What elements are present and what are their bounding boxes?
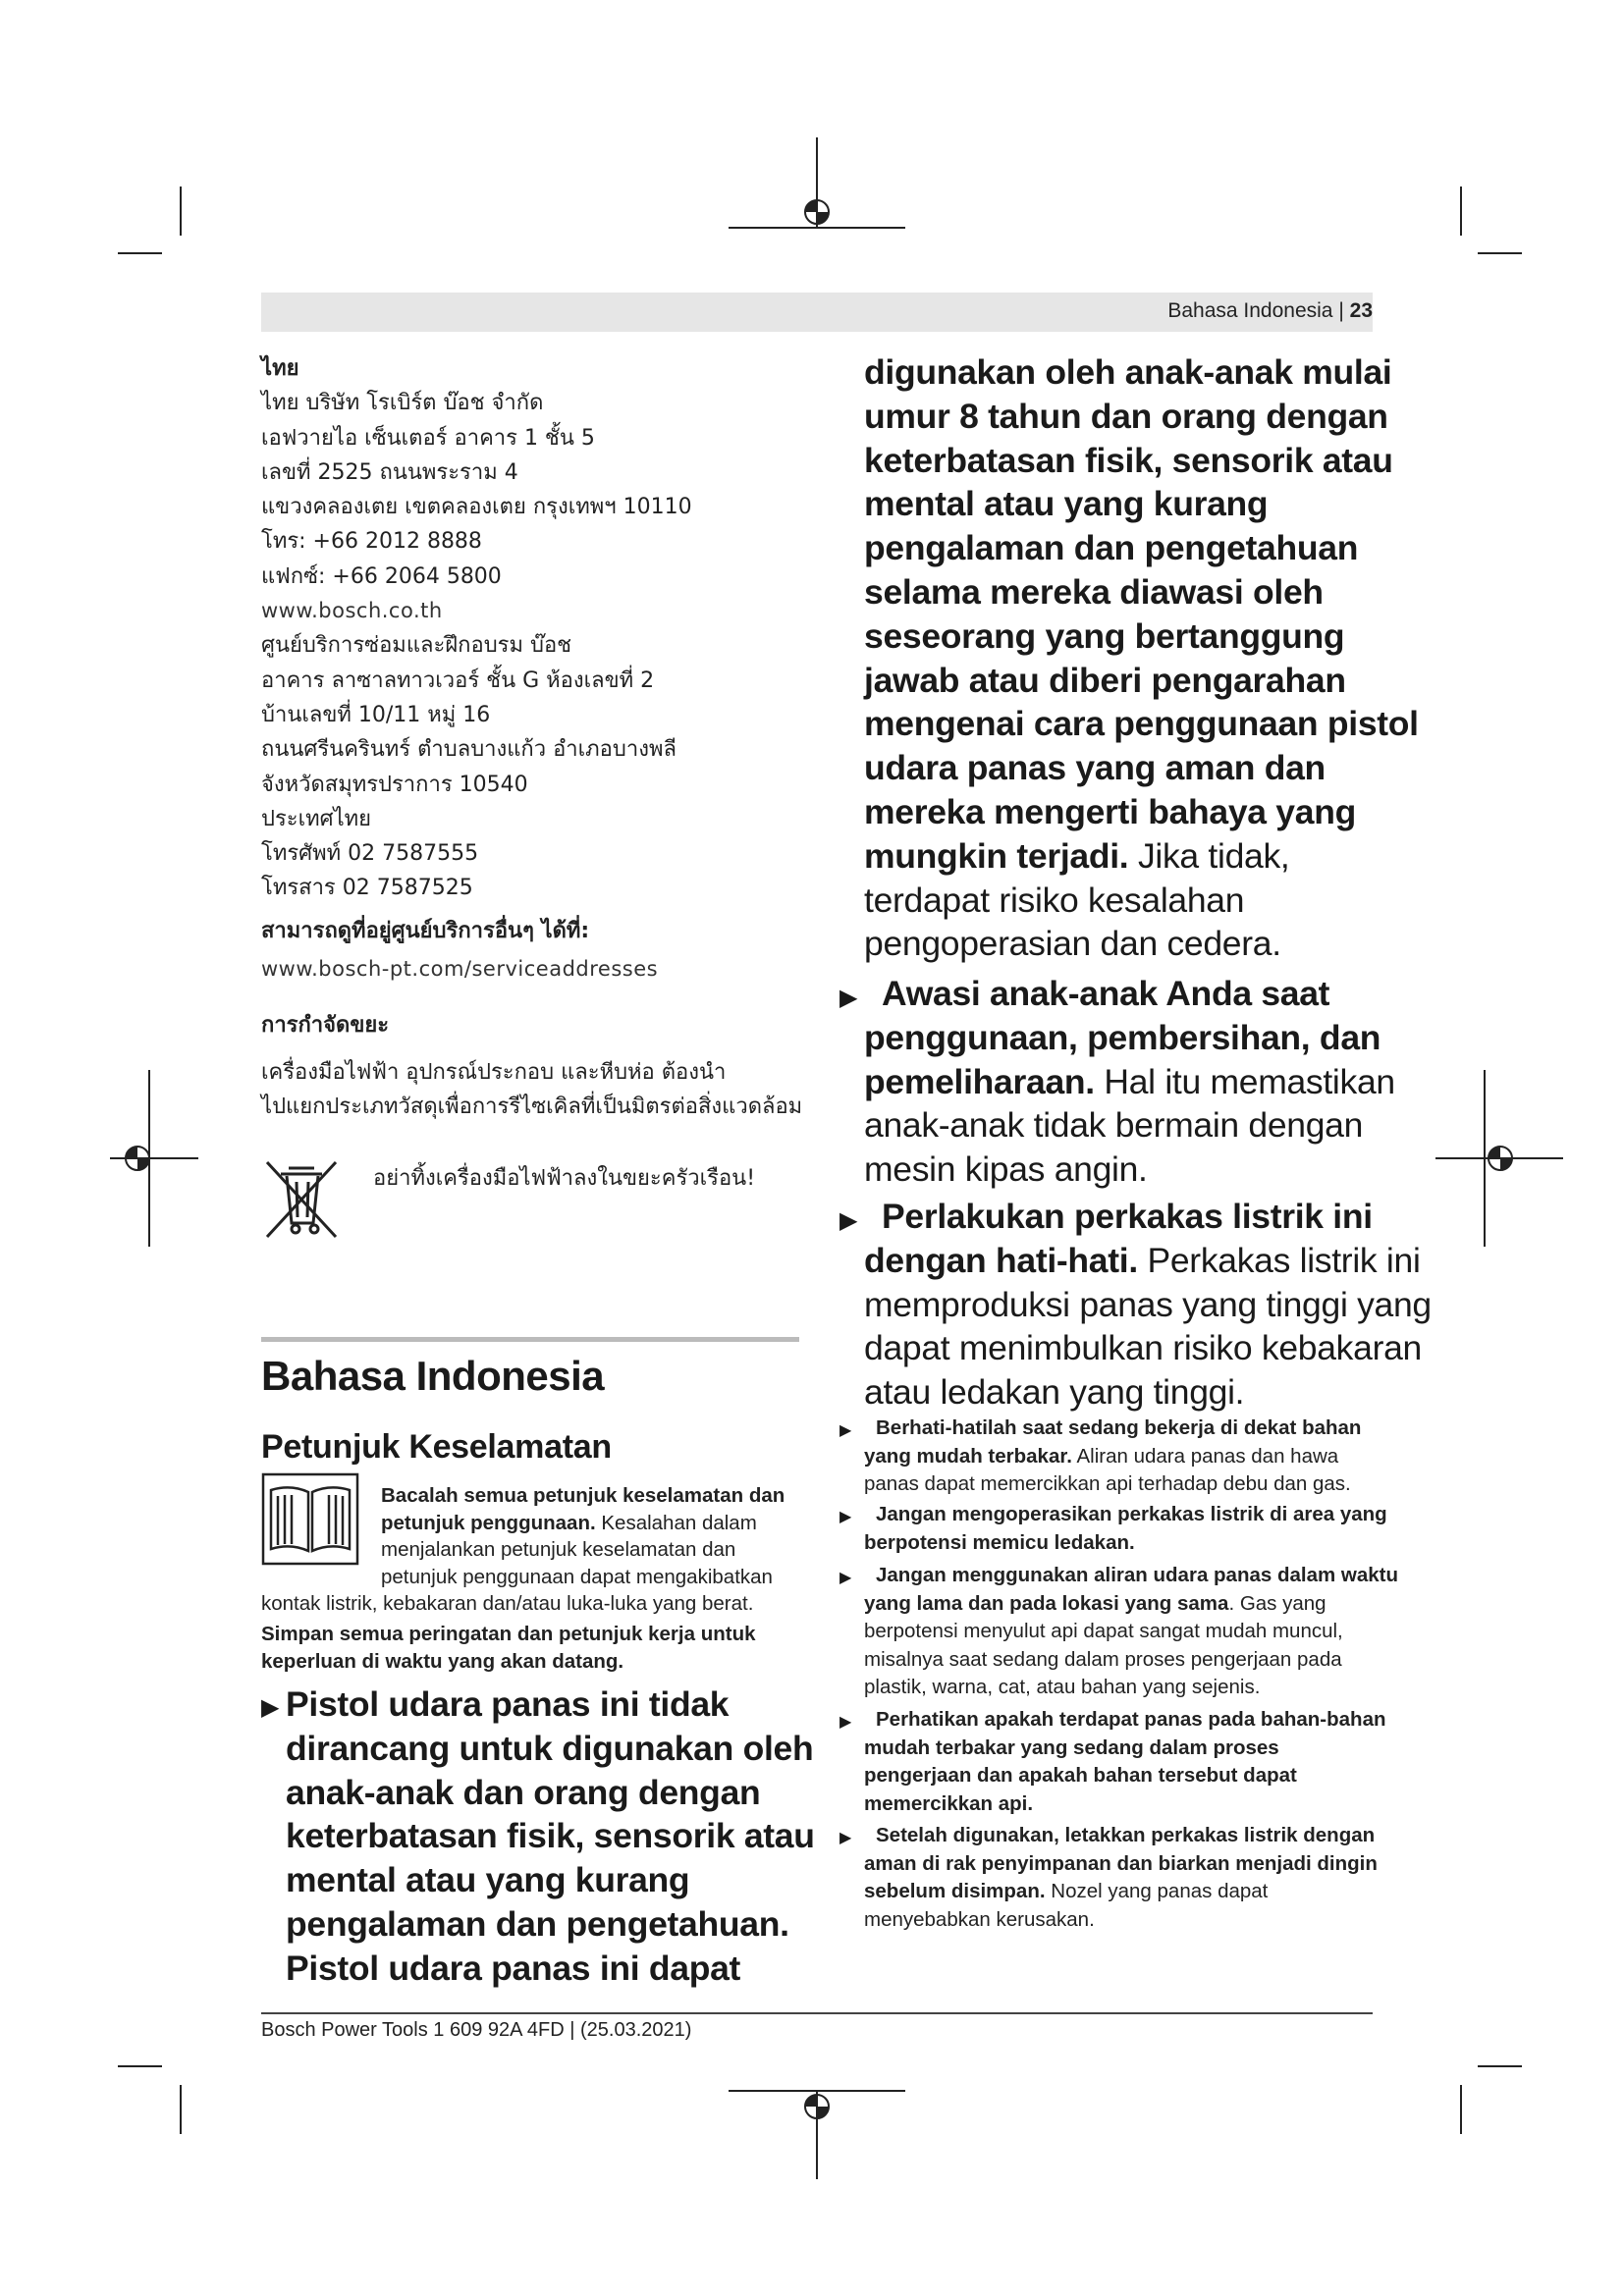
bullet-bold: mungkin terjadi. [864,835,1129,876]
intro-text: Kesalahan dalam [595,1511,757,1534]
thai-disposal-warning: อย่าทิ้งเครื่องมือไฟฟ้าลงในขยะครัวเรือน! [373,1166,756,1191]
thai-line: โทร: +66 2012 8888 [261,529,482,555]
bullet-line: terdapat risiko kesalahan [864,880,1245,920]
safety-instructions-title: Petunjuk Keselamatan [261,1428,612,1466]
explosive-area-bullet [864,1501,1394,1557]
bullet-line: mesin kipas angin. [864,1149,1148,1190]
flammable-materials-bullet [864,1415,1394,1499]
bullet-line: panas dapat memercikkan api terhadap debu dan gas. [864,1472,1351,1496]
service-addresses-link[interactable]: www.bosch-pt.com/serviceaddresses [261,957,659,982]
bullet-arrow-icon: ▶ [839,1207,858,1234]
bullet-line: menyebabkan kerusakan. [864,1907,1095,1931]
bullet-line: umur 8 tahun dan orang dengan [864,396,1388,436]
bullet-line: dapat menimbulkan risiko kebakaran [864,1328,1422,1368]
bullet-line: keterbatasan fisik, sensorik atau [286,1816,815,1856]
bullet-line: dirancang untuk digunakan oleh [286,1728,814,1768]
bullet-line: udara panas yang aman dan [864,748,1326,788]
thai-disposal-heading: การกำจัดขยะ [261,1013,390,1039]
prolonged-use-bullet [864,1562,1399,1702]
registration-mark-left [110,1070,198,1247]
bullet-line: atau ledakan yang tinggi. [864,1372,1245,1413]
bullet-line: berpotensi menyulut api dapat sangat mudah muncul, [864,1620,1343,1643]
thai-line: ศูนย์บริการซ่อมและฝึกอบรม บ๊อช [261,633,572,659]
bullet-line: plastik, warna, cat, atau bahan yang sejenis. [864,1676,1261,1699]
bullet-line: seseorang yang bertanggung [864,615,1345,656]
intro-bold: petunjuk penggunaan. [381,1511,596,1534]
bullet-line: Setelah digunakan, letakkan perkakas listrik dengan [876,1824,1376,1846]
bullet-line: Perlakukan perkakas listrik ini [882,1197,1373,1236]
bullet-arrow-icon: ▶ [839,1570,852,1586]
bullet-line: anak-anak dan orang dengan [286,1772,761,1812]
intro-text: petunjuk penggunaan dapat mengakibatkan [381,1565,773,1588]
bullet-line: mudah terbakar yang sedang dalam proses [864,1735,1279,1759]
thai-line: เลขที่ 2525 ถนนพระราม 4 [261,459,518,485]
bullet-line: misalnya saat sedang dalam proses pengerjaan pada [864,1647,1342,1671]
thai-line: จังหวัดสมุทรปราการ 10540 [261,772,528,797]
bullet-arrow-icon: ▶ [839,1422,852,1439]
bullet-line: Pistol udara panas ini tidak [286,1684,730,1724]
bullet-line: pengoperasian dan cedera. [864,924,1281,964]
bullet-line: jawab atau diberi pengarahan [864,660,1346,700]
bullet-line: berpotensi memicu ledakan. [864,1530,1135,1554]
bullet-arrow-icon: ▶ [839,1714,852,1731]
header-section: Bahasa Indonesia [1167,299,1333,322]
left-big-bullet [286,1682,815,1991]
bullet-line: pengerjaan dan apakah bahan tersebut dapat [864,1764,1297,1788]
keep-instructions-line: keperluan di waktu yang akan datang. [261,1649,624,1673]
thai-line: ไทย บริษัท โรเบิร์ต บ๊อช จำกัด [261,391,544,416]
registration-mark-right [1435,1070,1563,1247]
thai-line: โทรศัพท์ 02 7587555 [261,841,479,867]
bullet-text: . Gas yang [1228,1591,1326,1615]
bullet-line: Jangan menggunakan aliran udara panas dalam waktu [876,1564,1399,1586]
bullet-arrow-icon: ▶ [839,985,858,1011]
thai-line: เอฟวายไอ เซ็นเตอร์ อาคาร 1 ชั้น 5 [261,425,595,451]
handle-carefully-bullet [864,1195,1432,1415]
intro-block [381,1482,813,1590]
bullet-bold: pemeliharaan. [864,1061,1095,1101]
thai-line: ประเทศไทย [261,806,372,831]
bullet-arrow-icon: ▶ [839,1830,852,1846]
keep-instructions-block [261,1621,756,1675]
keep-instructions-line: Simpan semua peringatan dan petunjuk kerja untuk [261,1623,756,1645]
bullet-line: pengalaman dan pengetahuan. [286,1903,789,1944]
intro-text: menjalankan petunjuk keselamatan dan [381,1538,736,1561]
right-continuation [864,350,1419,966]
supervise-children-bullet [864,972,1395,1192]
thai-line: บ้านเลขที่ 10/11 หมู่ 16 [261,702,491,727]
thai-disposal-line: เครื่องมือไฟฟ้า อุปกรณ์ประกอบ และหีบห่อ ต้องนำ [261,1059,727,1085]
bullet-line: Berhati-hatilah saat sedang bekerja di dekat bahan [876,1416,1362,1439]
bullet-line: memproduksi panas yang tinggi yang [864,1284,1432,1324]
thai-line: อาคาร ลาซาลทาวเวอร์ ชั้น G ห้องเลขที่ 2 [261,667,655,693]
footer-document-info: Bosch Power Tools 1 609 92A 4FD | (25.03.2021) [261,2019,692,2041]
check-heat-bullet [864,1706,1394,1818]
page-number: 23 [1349,299,1373,322]
footer-divider [261,2012,1373,2014]
bullet-arrow-icon: ▶ [839,1509,852,1525]
intro-text-full: kontak listrik, kebakaran dan/atau luka-luka yang berat. [261,1592,754,1615]
bullet-line: penggunaan, pembersihan, dan [864,1017,1381,1057]
thai-website-link[interactable]: www.bosch.co.th [261,599,443,623]
registration-mark-bottom [729,2071,905,2179]
bullet-bold: dengan hati-hati. [864,1240,1138,1280]
bullet-line: mental atau yang kurang [286,1860,690,1900]
bullet-line: mengenai cara penggunaan pistol [864,704,1419,744]
bullet-text: Hal itu memastikan [1094,1061,1395,1101]
bullet-line: mereka mengerti bahaya yang [864,791,1356,831]
bullet-text: Nozel yang panas dapat [1045,1880,1269,1903]
thai-line: แขวงคลองเตย เขตคลองเตย กรุงเทพฯ 10110 [261,495,692,520]
thai-line: แฟกซ์: +66 2064 5800 [261,563,502,589]
bullet-text: Perkakas listrik ini [1137,1240,1421,1280]
bullet-arrow-icon: ▶ [261,1694,280,1721]
bullet-line: keterbatasan fisik, sensorik atau [864,440,1393,480]
thai-line: ถนนศรีนครินทร์ ตำบลบางแก้ว อำเภอบางพลี [261,737,677,763]
bullet-line: Pistol udara panas ini dapat [286,1948,741,1988]
crossed-out-bin-icon [263,1158,342,1241]
thai-contact-block [261,351,803,1124]
bullet-bold: yang mudah terbakar. [864,1444,1072,1468]
registration-mark-top [729,137,905,245]
bullet-text: Aliran udara panas dan hawa [1071,1444,1339,1468]
bullet-line: selama mereka diawasi oleh [864,571,1324,612]
intro-bold: Bacalah semua petunjuk keselamatan dan [381,1484,785,1507]
bullet-text: Jika tidak, [1128,835,1290,876]
bullet-line: memercikkan api. [864,1791,1034,1815]
bullet-line: aman di rak penyimpanan dan biarkan menjadi dingin [864,1851,1378,1875]
bullet-line: Jangan mengoperasikan perkakas listrik di area yang [876,1503,1387,1525]
header-separator: | [1338,299,1344,322]
storage-after-use-bullet [864,1822,1394,1934]
thai-other-service-heading: สามารถดูที่อยู่ศูนย์บริการอื่นๆ ได้ที่: [261,918,590,943]
bullet-line: mental atau yang kurang [864,484,1269,524]
page-header [1167,299,1373,323]
bullet-line: anak-anak tidak bermain dengan [864,1105,1364,1146]
bullet-line: pengalaman dan pengetahuan [864,528,1359,568]
language-section-title: Bahasa Indonesia [261,1353,605,1399]
thai-heading: ไทย [261,356,299,381]
bullet-bold: sebelum disimpan. [864,1880,1046,1903]
bullet-line: digunakan oleh anak-anak mulai [864,352,1392,392]
thai-line: โทรสาร 02 7587525 [261,876,473,901]
section-divider [261,1337,799,1342]
bullet-line: Perhatikan apakah terdapat panas pada bahan-bahan [876,1708,1386,1731]
read-manual-icon [261,1472,359,1566]
thai-disposal-line: ไปแยกประเภทวัสดุเพื่อการรีไซเคิลที่เป็นมิตรต่อสิ่งแวดล้อม [261,1094,803,1119]
bullet-bold: yang lama dan pada lokasi yang sama [864,1591,1229,1615]
bullet-line: Awasi anak-anak Anda saat [882,974,1330,1013]
